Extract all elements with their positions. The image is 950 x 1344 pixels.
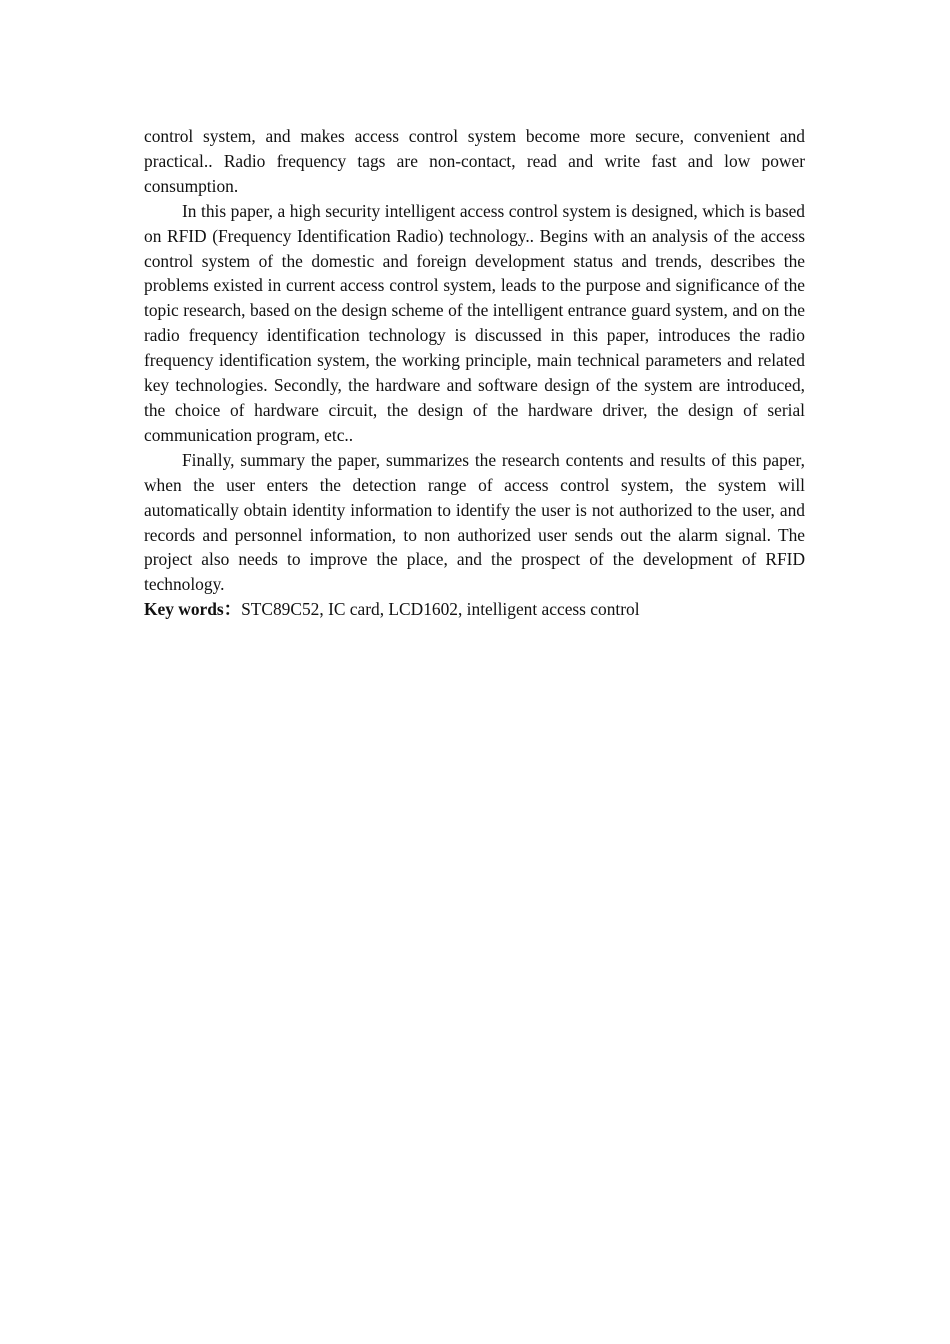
abstract-paragraph-continuation: control system, and makes access control system become more secure, convenient and practical.. Radio frequency tags are non-contact, read and write fast and low power consumption. bbox=[144, 126, 805, 196]
abstract-body bbox=[144, 124, 805, 622]
keywords-text: STC89C52, IC card, LCD1602, intelligent access control bbox=[241, 599, 640, 620]
abstract-paragraph-design: In this paper, a high security intelligent access control system is designed, which is based on RFID (Frequency Identification Radio) technology.. Begins with an analysis of the access control system of the domestic and foreign development status and trends, describes the problems existed in current access control system, leads to the purpose and significance of the topic research, based on the design scheme of the intelligent entrance guard system, and on the radio frequency identification technology is discussed in this paper, introduces the radio frequency identification system, the working principle, main technical parameters and related key technologies. Secondly, the hardware and software design of the system are introduced, the choice of hardware circuit, the design of the hardware driver, the design of serial communication program, etc.. bbox=[144, 200, 805, 445]
keywords-label: Key words： bbox=[144, 599, 242, 620]
abstract-paragraph-summary: Finally, summary the paper, summarizes the research contents and results of this paper, when the user enters the detection range of access control system, the system will automatically obtain identity information to identify the user is not authorized to the user, and records and personnel information, to non authorized user sends out the alarm signal. The project also needs to improve the place, and the prospect of the development of RFID technology. bbox=[144, 449, 805, 595]
keywords-line bbox=[144, 597, 805, 622]
